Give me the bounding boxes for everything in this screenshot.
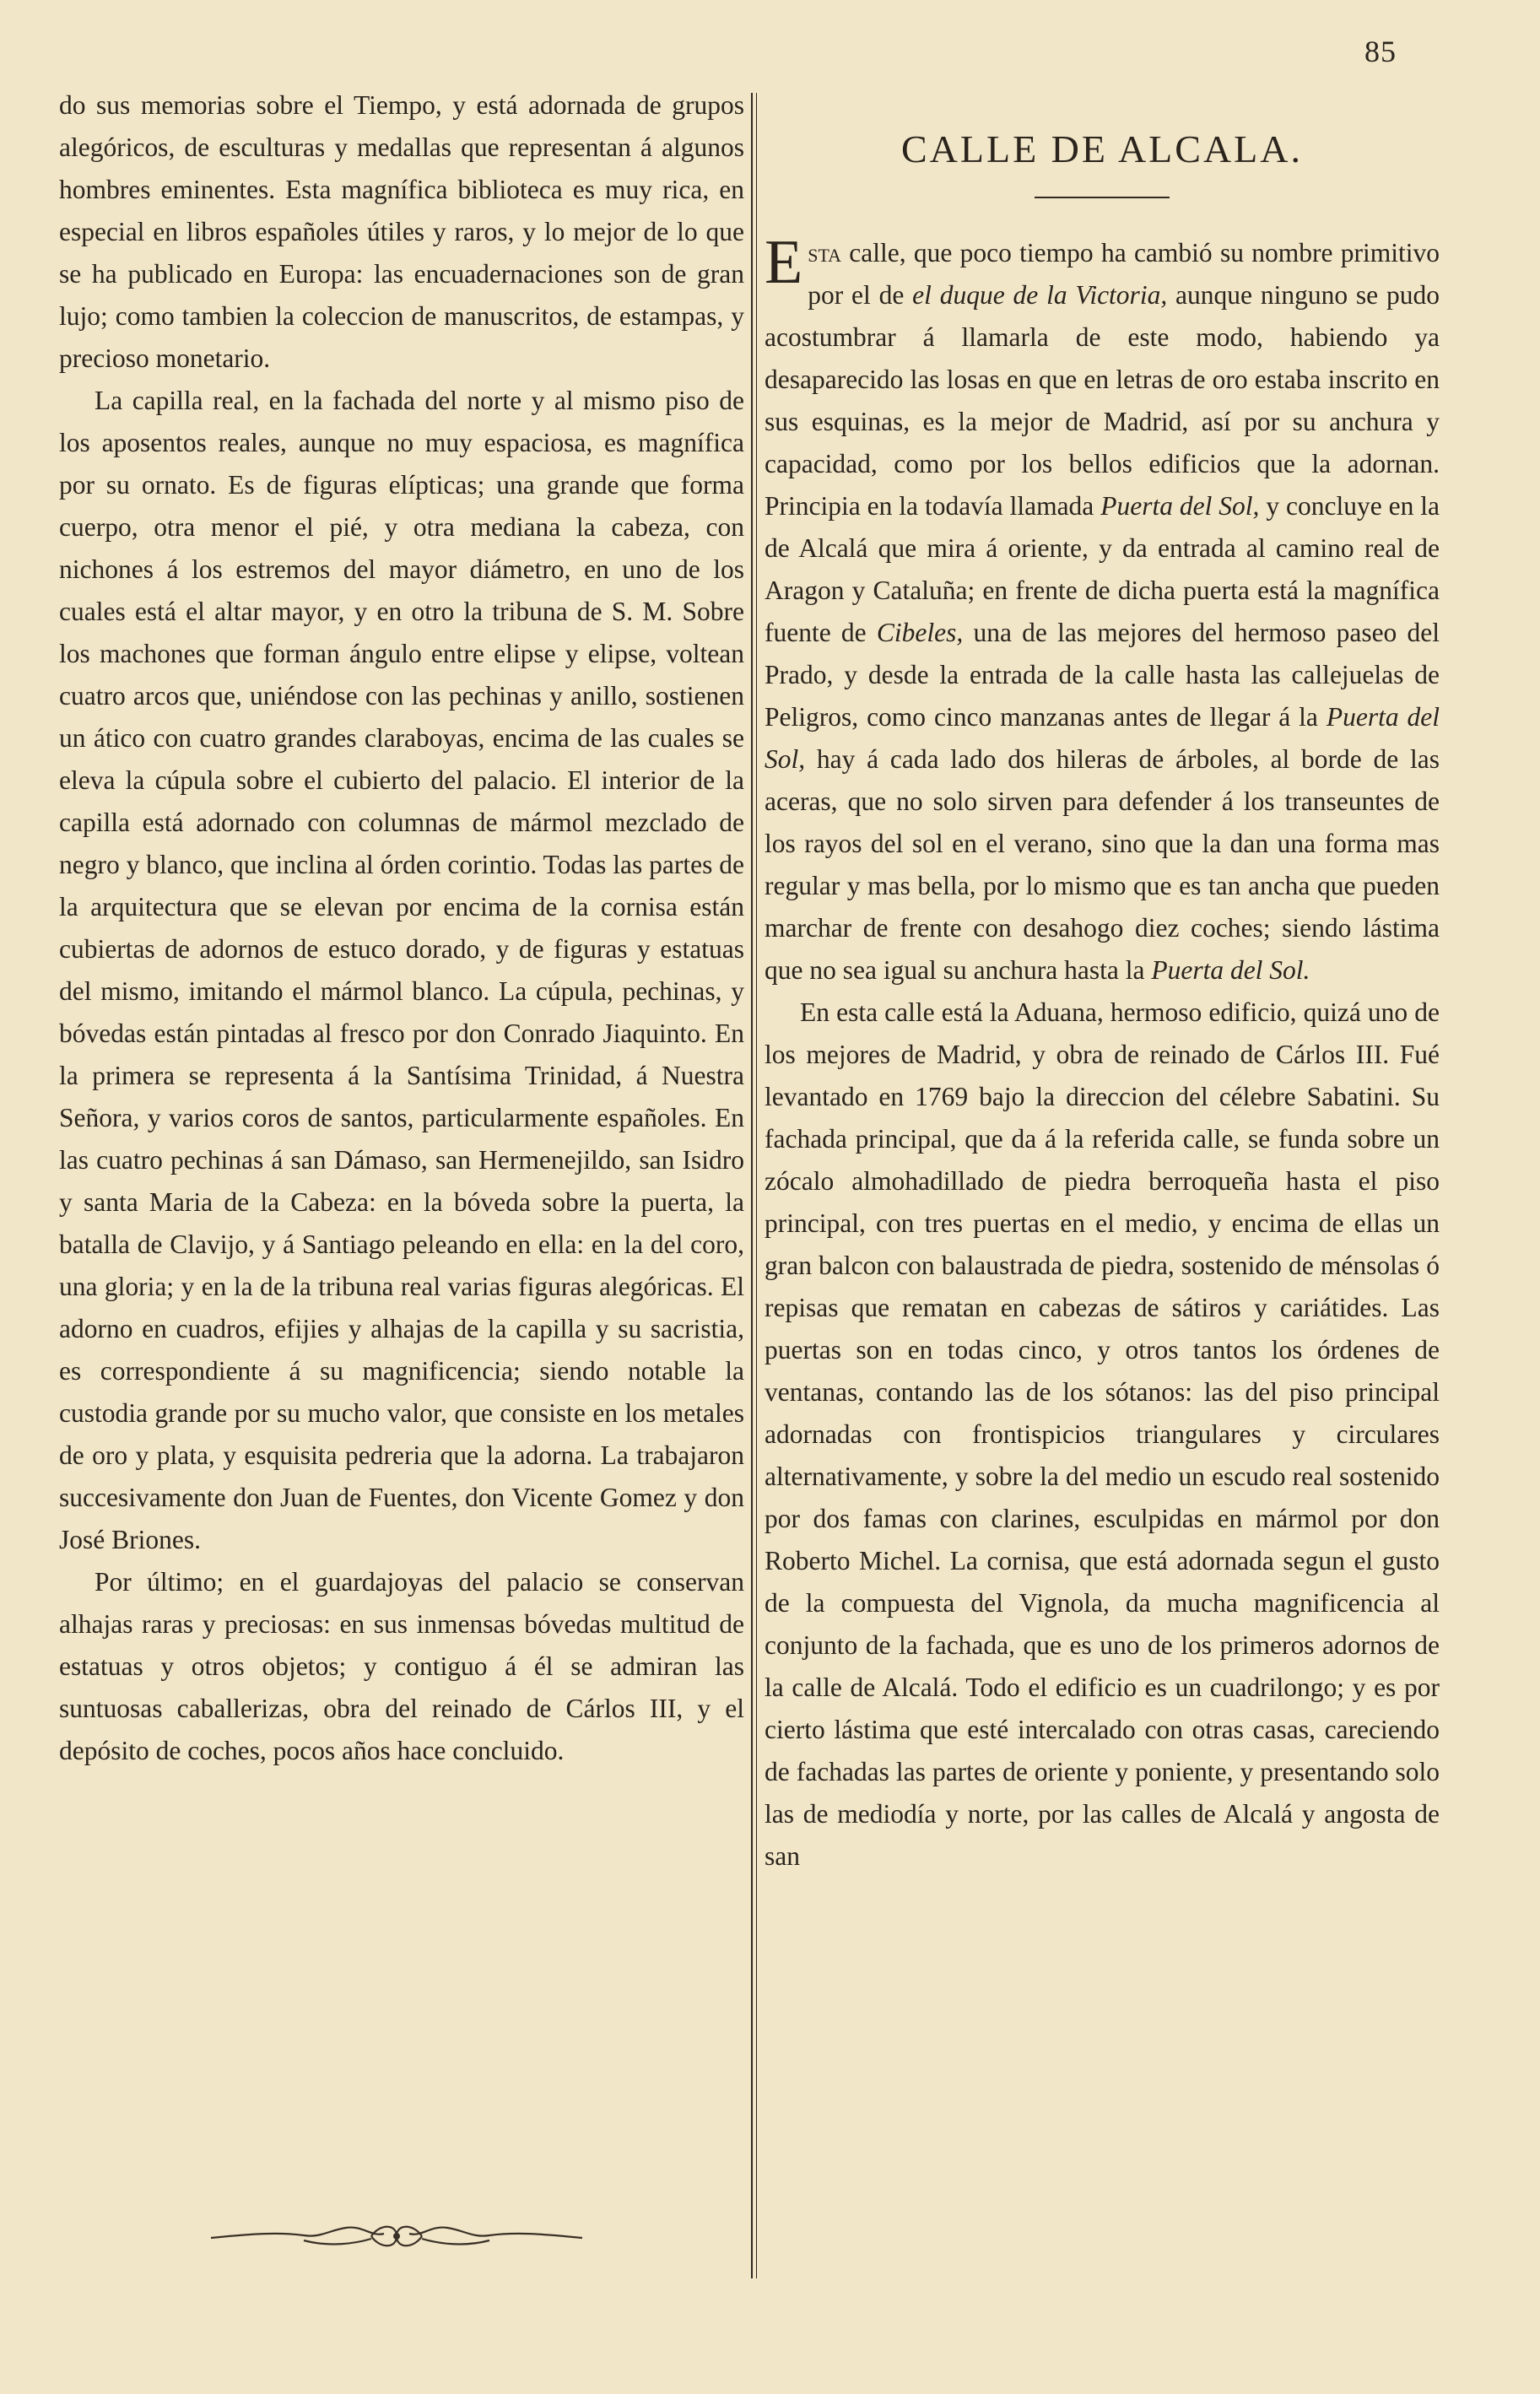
italic-text: Puerta del Sol,: [765, 702, 1440, 774]
italic-text: Puerta del Sol.: [1151, 955, 1310, 985]
text-run: y concluye en la de Alcalá que mira á oriente, y da entrada al camino real de Aragon y Cataluña; en frente de dicha puerta está la magnífica fuente de: [765, 491, 1440, 647]
paragraph: Por último; en el guardajoyas del palacio se conservan alhajas raras y preciosas: en sus inmensas bóvedas multitud de estatuas y otros objetos; y contiguo á él se admiran las suntuosas caballerizas, obra del reinado de Cárlos III, y el depósito de coches, pocos años hace concluido.: [59, 1567, 744, 1765]
italic-text: el duque de la Victoria,: [912, 280, 1168, 310]
text-run: hay á cada lado dos hileras de árboles, al borde de las aceras, que no solo sirven para defender á los transeuntes de los rayos del sol en el verano, sino que la dan una forma mas regular y mas bella, por lo mismo que es tan ancha que pueden marchar de frente con desahogo diez coches; siendo lástima que no sea igual su anchura hasta la: [765, 744, 1440, 985]
text-run: una de las mejores del hermoso paseo del Prado, y desde la entrada de la calle hasta las callejuelas de Peligros, como cinco manzanas antes de llegar á la: [765, 618, 1440, 732]
small-caps-text: sta: [808, 238, 842, 268]
ornament-divider-icon: [203, 2215, 591, 2257]
paragraph: do sus memorias sobre el Tiempo, y está adornada de grupos alegóricos, de esculturas y medallas que representan á algunos hombres eminentes. Esta magnífica biblioteca es muy rica, en especial en libros españoles útiles y raros, y lo mejor de lo que se ha publicado en Europa: las encuadernaciones son de gran lujo; como tambien la coleccion de manuscritos, de estampas, y precioso monetario.: [59, 90, 744, 373]
drop-cap: E: [765, 228, 803, 297]
italic-text: Cibeles,: [876, 618, 964, 647]
paragraph: La capilla real, en la fachada del norte y al mismo piso de los aposentos reales, aunque no muy espaciosa, es magnífica por su ornato. Es de figuras elípticas; una grande que forma cuerpo, otra menor el pié, y otra mediana la cabeza, con nichones á los estremos del mayor diámetro, en uno de los cuales está el altar mayor, y en otro la tribuna de S. M. Sobre los machones que forman ángulo entre elipse y elipse, voltean cuatro arcos que, uniéndose con las pechinas y anillo, sostienen un ático con cuatro grandes claraboyas, encima de las cuales se eleva la cúpula sobre el cubierto del palacio. El interior de la capilla está adornado con columnas de mármol mezclado de negro y blanco, que inclina al órden corintio. Todas las partes de la arquitectura que se elevan por encima de la cornisa están cubiertas de adornos de estuco dorado, y de figuras y estatuas del mismo, imitando el mármol blanco. La cúpula, pechinas, y bóvedas están pintadas al fresco por don Conrado Jiaquinto. En la primera se representa á la Santísima Trinidad, á Nuestra Señora, y varios coros de santos, particularmente españoles. En las cuatro pechinas á san Dámaso, san Hermenejildo, san Isidro y santa Maria de la Cabeza: en la bóveda sobre la puerta, la batalla de Clavijo, y á Santiago peleando en ella: en la del coro, una gloria; y en la de la tribuna real varias figuras alegóricas. El adorno en cuadros, efijies y alhajas de la capilla y su sacristia, es correspondiente á su magnificencia; siendo notable la custodia grande por su mucho valor, que consiste en los metales de oro y plata, y esquisita pedreria que la adorna. La trabajaron succesivamente don Juan de Fuentes, don Vicente Gomez y don José Briones.: [59, 386, 744, 1554]
column-divider: [751, 93, 757, 2278]
italic-text: Puerta del Sol,: [1100, 491, 1260, 521]
paragraph: [765, 228, 1440, 992]
paragraph: En esta calle está la Aduana, hermoso edificio, quizá uno de los mejores de Madrid, y obra de reinado de Cárlos III. Fué levantado en 1769 bajo la direccion del célebre Sabatini. Su fachada principal, que da á la referida calle, se funda sobre un zócalo almohadillado de piedra berroqueña hasta el piso principal, con tres puertas en el medio, y encima de ellas un gran balcon con balaustrada de piedra, sostenido de ménsolas ó repisas que rematan en cabezas de sátiros y cariátides. Las puertas son en todas cinco, y otros tantos los órdenes de ventanas, contando las de los sótanos: las del piso principal adornadas con frontispicios triangulares y circulares alternativamente, y sobre la del medio un escudo real sostenido por dos famas con clarines, esculpidas en mármol por don Roberto Michel. La cornisa, que está adornada segun el gusto de la compuesta del Vignola, da mucha magnificencia al conjunto de la fachada, que es uno de los primeros adornos de la calle de Alcalá. Todo el edificio es un cuadrilongo; y es por cierto lástima que esté intercalado con otras casas, careciendo de fachadas las partes de oriente y poniente, y presentando solo las de mediodía y norte, por las calles de Alcalá y angosta de san: [765, 997, 1440, 1871]
title-rule: [1035, 197, 1170, 198]
text-run: calle, que poco tiempo ha cambió su nombre primitivo por el de: [808, 238, 1440, 310]
left-column: [59, 84, 744, 1772]
text-run: aunque ninguno se pudo acostumbrar á llamarla de este modo, habiendo ya desaparecido las losas en que en letras de oro estaba inscrito en sus esquinas, es la mejor de Madrid, así por su anchura y capacidad, como por los bellos edificios que la adornan. Principia en la todavía llamada: [765, 280, 1440, 521]
right-column: [765, 127, 1440, 1878]
section-title: CALLE DE ALCALA.: [900, 127, 1303, 170]
page-number: 85: [1364, 35, 1397, 68]
